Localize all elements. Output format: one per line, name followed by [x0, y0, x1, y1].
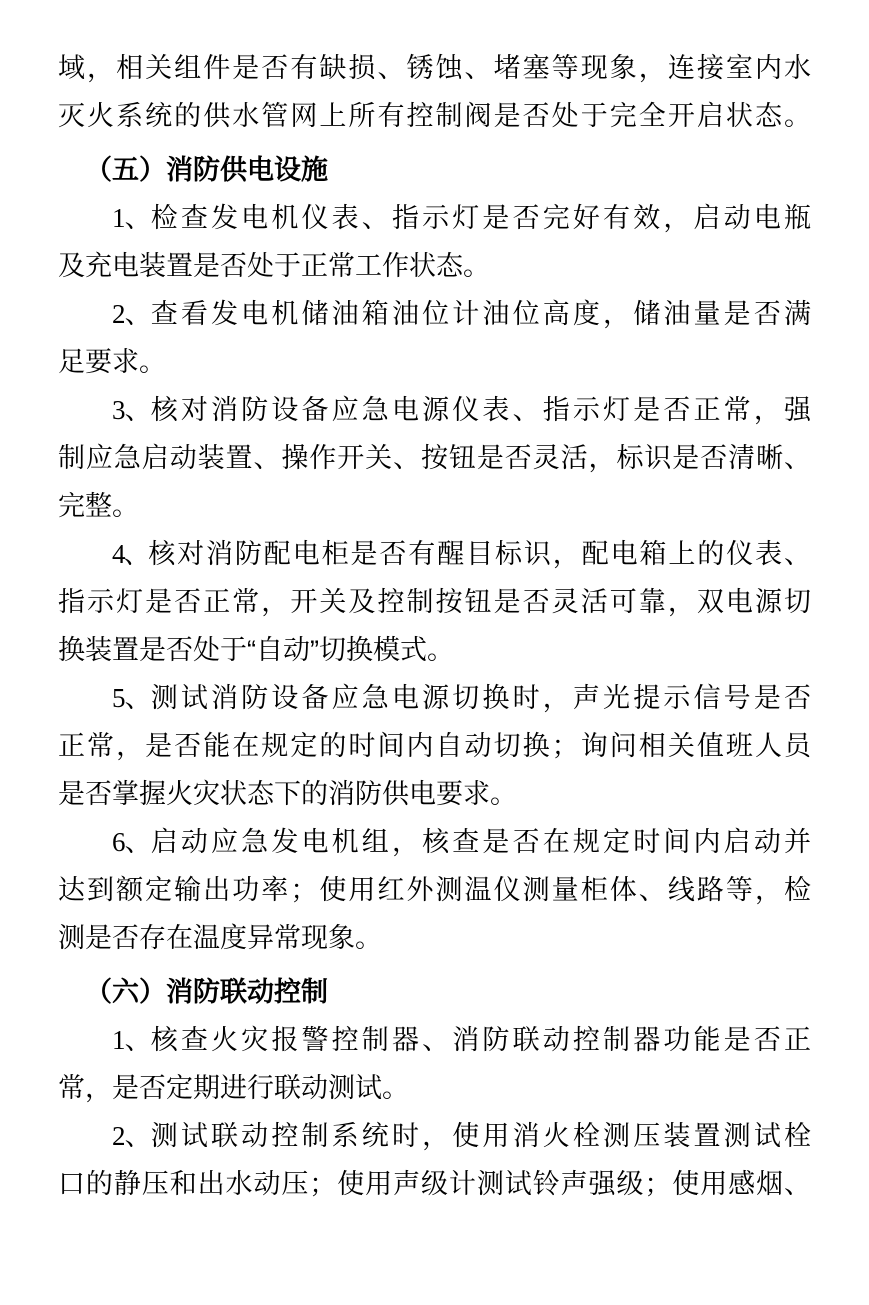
line-text: 查看发电机储油箱油位计油位高度，储油量是否满: [150, 299, 811, 329]
paragraph-line: 口的静压和出水动压；使用声级计测试铃声强级；使用感烟、: [58, 1169, 811, 1199]
paragraph-line: 完整。: [58, 491, 139, 521]
paragraph-line: 常，是否定期进行联动测试。: [58, 1073, 409, 1103]
section-heading: （六）消防联动控制: [85, 977, 328, 1007]
line-text: 检查发电机仪表、指示灯是否完好有效，启动电瓶: [150, 203, 811, 233]
list-number: 3、: [112, 395, 151, 425]
list-number: 1、: [112, 1025, 151, 1055]
paragraph-line: 正常，是否能在规定的时间内自动切换；询问相关值班人员: [58, 731, 811, 761]
paragraph-line: 域，相关组件是否有缺损、锈蚀、堵塞等现象，连接室内水: [58, 53, 811, 83]
paragraph-line: 换装置是否处于“自动”切换模式。: [58, 635, 454, 665]
paragraph-line: 灭火系统的供水管网上所有控制阀是否处于完全开启状态。: [58, 101, 811, 131]
list-item-line: [58, 530, 811, 578]
paragraph-line: 测是否存在温度异常现象。: [58, 923, 382, 953]
line-text: 测试消防设备应急电源切换时，声光提示信号是否: [150, 683, 811, 713]
paragraph-line: 达到额定输出功率；使用红外测温仪测量柜体、线路等，检: [58, 875, 811, 905]
list-number: 2、: [112, 299, 151, 329]
line-text: 核对消防配电柜是否有醒目标识，配电箱上的仪表、: [148, 539, 811, 569]
paragraph-line: 足要求。: [58, 347, 166, 377]
list-item-line: [58, 818, 811, 866]
list-number: 5、: [112, 683, 151, 713]
list-number: 2、: [112, 1121, 151, 1151]
list-item-line: [58, 1112, 811, 1160]
line-text: 核查火灾报警控制器、消防联动控制器功能是否正: [150, 1025, 811, 1055]
list-item-line: [58, 290, 811, 338]
list-number: 4、: [112, 539, 149, 569]
list-item-line: [58, 674, 811, 722]
paragraph-line: 制应急启动装置、操作开关、按钮是否灵活，标识是否清晰、: [58, 443, 811, 473]
paragraph-line: 指示灯是否正常，开关及控制按钮是否灵活可靠，双电源切: [58, 587, 811, 617]
line-text: 启动应急发电机组，核查是否在规定时间内启动并: [150, 827, 811, 857]
list-number: 1、: [112, 203, 151, 233]
list-number: 6、: [112, 827, 151, 857]
line-text: 核对消防设备应急电源仪表、指示灯是否正常，强: [150, 395, 811, 425]
line-text: 测试联动控制系统时，使用消火栓测压装置测试栓: [150, 1121, 811, 1151]
paragraph-line: 及充电装置是否处于正常工作状态。: [58, 251, 490, 281]
list-item-line: [58, 194, 811, 242]
list-item-line: [58, 386, 811, 434]
list-item-line: [58, 1016, 811, 1064]
paragraph-line: 是否掌握火灾状态下的消防供电要求。: [58, 779, 517, 809]
section-heading: （五）消防供电设施: [85, 155, 328, 185]
